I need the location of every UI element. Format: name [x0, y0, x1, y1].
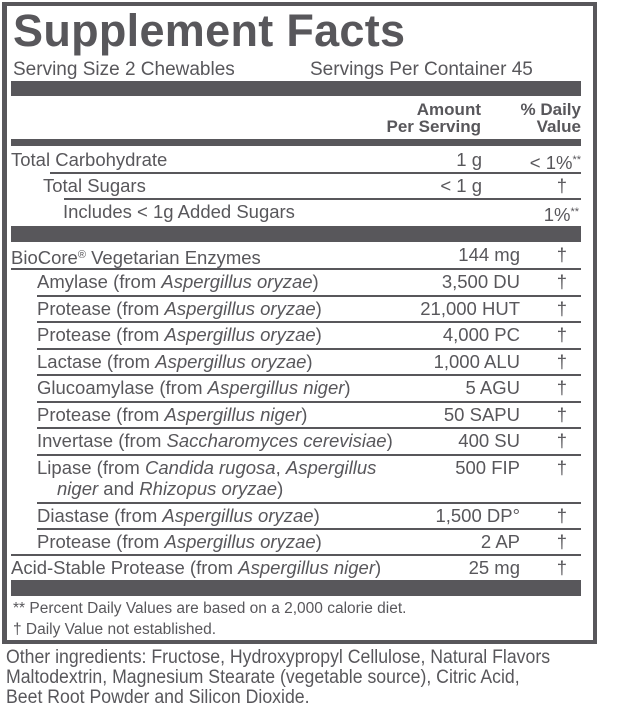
nutrient-amount: 1 g — [456, 149, 482, 170]
nutrient-amount: 500 FIP — [455, 457, 520, 478]
enzyme-row-amylase — [37, 269, 581, 295]
nutrient-dv: † — [556, 430, 567, 451]
nutrient-amount: 144 mg — [458, 244, 520, 265]
nutrient-amount: 1,500 DP° — [435, 505, 520, 526]
nutrient-dv: † — [556, 351, 567, 372]
nutrient-dv: † — [556, 175, 567, 196]
nutrient-dv: † — [556, 377, 567, 398]
amount-header-line1: Amount — [416, 100, 481, 119]
nutrient-dv: † — [556, 531, 567, 552]
nutrient-name: Protease (from Aspergillus oryzae) — [37, 324, 322, 345]
nutrient-amount: 3,500 DU — [441, 271, 520, 292]
enzyme-row-diastase — [37, 503, 581, 529]
nutrient-name: Lipase (from Candida rugosa, Aspergillus niger and Rhizopus oryzae) — [37, 457, 377, 499]
supplement-facts-panel — [2, 2, 597, 644]
nutrient-dv: † — [556, 457, 567, 478]
other-ingredients — [6, 648, 601, 708]
enzyme-row-protease-pc — [37, 322, 581, 348]
nutrient-amount: 1,000 ALU — [433, 351, 520, 372]
nutrient-name: BioCore® Vegetarian Enzymes — [11, 247, 261, 268]
nutrient-amount: < 1 g — [440, 175, 482, 196]
nutrient-name: Diastase (from Aspergillus oryzae) — [37, 505, 320, 526]
other-ingredients-line1: Other ingredients: Fructose, Hydroxypropyl Cellulose, Natural Flavors — [6, 647, 551, 668]
enzyme-row-glucoamylase — [37, 375, 581, 401]
other-ingredients-line2: Maltodextrin, Magnesium Stearate (vegetable source), Citric Acid, — [6, 667, 520, 688]
nutrient-name: Acid-Stable Protease (from Aspergillus niger) — [11, 557, 382, 578]
dv-header-line1: % Daily — [520, 100, 581, 119]
thick-divider-enzymes — [11, 226, 581, 242]
nutrient-row-total-carbohydrate — [11, 147, 581, 173]
nutrient-name: Protease (from Aspergillus oryzae) — [37, 298, 322, 319]
nutrient-row-acid-stable-protease — [11, 555, 581, 581]
enzyme-row-invertase — [37, 428, 581, 454]
enzyme-row-lipase — [37, 455, 581, 503]
nutrient-dv: † — [556, 557, 567, 578]
nutrient-amount: 2 AP — [480, 531, 520, 552]
daily-value-header — [501, 101, 581, 135]
nutrient-dv: † — [556, 404, 567, 425]
nutrient-row-added-sugars — [11, 199, 581, 225]
thick-divider-header — [11, 139, 581, 146]
nutrient-amount: 5 AGU — [465, 377, 520, 398]
enzyme-row-protease-sapu — [37, 402, 581, 428]
nutrient-name: Glucoamylase (from Aspergillus niger) — [37, 377, 351, 398]
thick-divider-bottom — [11, 580, 581, 596]
nutrient-row-total-sugars — [11, 173, 581, 199]
serving-info — [13, 58, 581, 82]
nutrient-name: Protease (from Aspergillus oryzae) — [37, 531, 322, 552]
enzyme-row-protease-hut — [37, 296, 581, 322]
nutrient-amount: 400 SU — [458, 430, 520, 451]
enzyme-row-protease-ap — [37, 529, 581, 555]
nutrient-amount: 4,000 PC — [442, 324, 520, 345]
dv-header-line2: Value — [536, 117, 581, 136]
nutrient-dv: † — [556, 505, 567, 526]
nutrient-dv: † — [556, 298, 567, 319]
nutrient-name: Includes < 1g Added Sugars — [63, 201, 295, 222]
nutrient-dv: † — [556, 244, 567, 265]
nutrient-amount: 50 SAPU — [443, 404, 520, 425]
other-ingredients-line3: Beet Root Powder and Silicon Dioxide. — [6, 687, 310, 708]
nutrient-name: Amylase (from Aspergillus oryzae) — [37, 271, 319, 292]
thick-divider-top — [11, 81, 581, 96]
serving-size: Serving Size 2 Chewables — [13, 59, 235, 80]
amount-header-line2: Per Serving — [386, 117, 481, 136]
nutrient-name: Total Sugars — [43, 175, 146, 196]
nutrient-dv: < 1%** — [529, 152, 581, 173]
nutrient-name: Lactase (from Aspergillus oryzae) — [37, 351, 313, 372]
nutrient-name: Invertase (from Saccharomyces cerevisiae) — [37, 430, 393, 451]
panel-title: Supplement Facts — [13, 5, 406, 56]
nutrient-row-biocore-enzymes — [11, 242, 581, 268]
nutrient-dv: † — [556, 324, 567, 345]
nutrient-name: Total Carbohydrate — [11, 149, 168, 170]
servings-per-container: Servings Per Container 45 — [310, 59, 533, 80]
nutrient-amount: 21,000 HUT — [420, 298, 520, 319]
enzyme-row-lactase — [37, 349, 581, 375]
nutrient-amount: 25 mg — [468, 557, 520, 578]
nutrient-name: Protease (from Aspergillus niger) — [37, 404, 308, 425]
footnote-dv-not-established: † Daily Value not established. — [13, 621, 217, 638]
amount-per-serving-header — [337, 101, 481, 135]
footnote-percent-dv: ** Percent Daily Values are based on a 2,000 calorie diet. — [13, 600, 407, 617]
nutrient-dv: 1%** — [543, 204, 579, 225]
nutrient-dv: † — [556, 271, 567, 292]
